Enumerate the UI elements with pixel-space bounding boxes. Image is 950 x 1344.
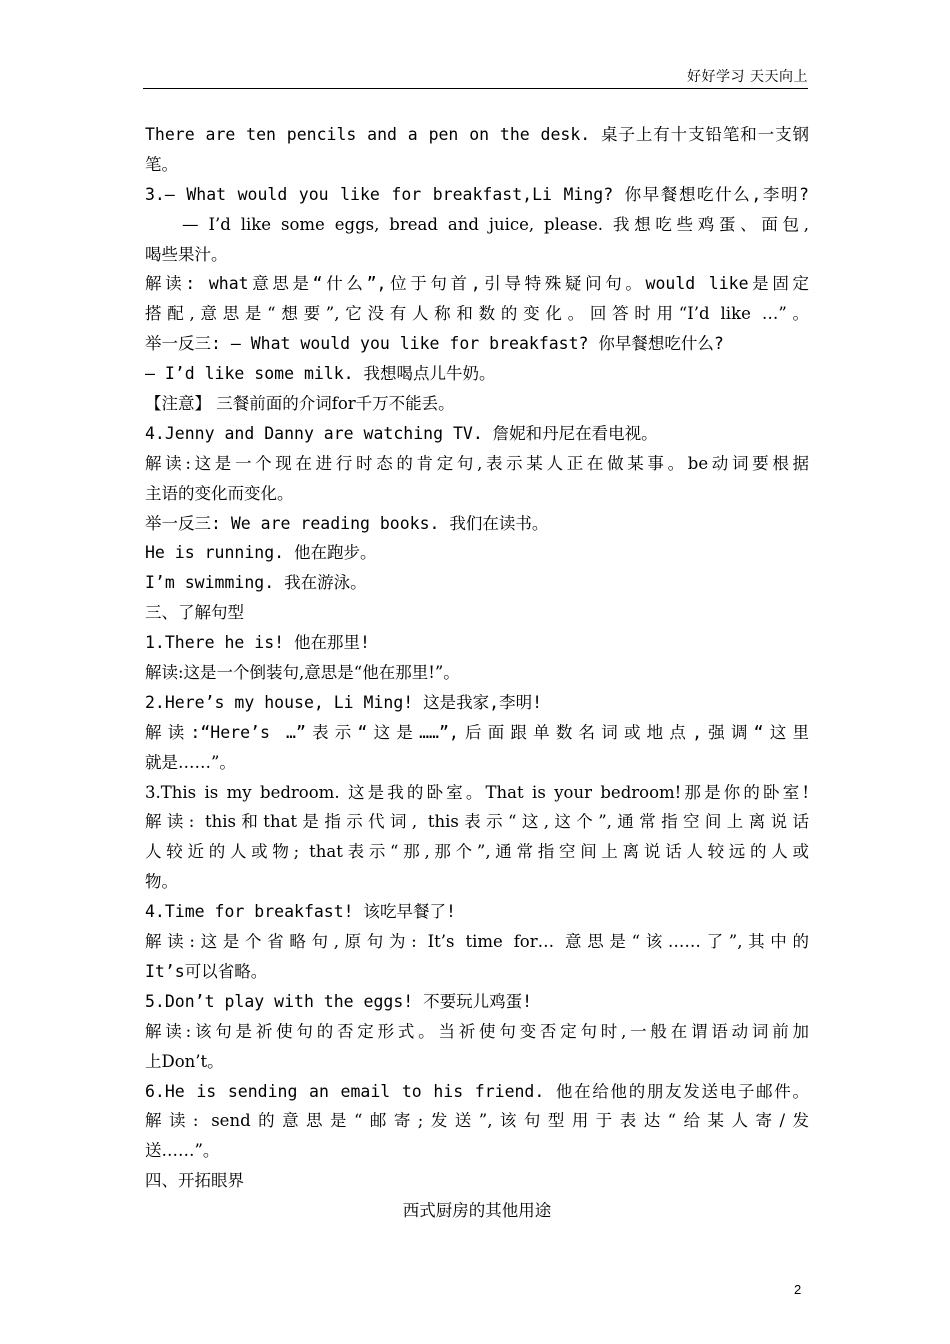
text-line: 人较近的人或物; that表示“那,那个”,通常指空间上离说话人较远的人或	[145, 842, 809, 862]
text-line: It’s可以省略。	[145, 961, 268, 981]
text-line: 送……”。	[145, 1141, 220, 1161]
text-line: 解读: this和that是指示代词, this表示“这,这个”,通常指空间上离说话	[145, 812, 809, 832]
text-line: — I’d like some milk. 我想喝点儿牛奶。	[145, 364, 496, 384]
page-number: 2	[794, 1282, 802, 1297]
text-line: 笔。	[145, 154, 178, 174]
text-line: 解读:这是个省略句,原句为: It’s time for… 意思是“该……了”,其中的	[145, 932, 809, 952]
text-line: 喝些果汁。	[145, 244, 228, 264]
text-line: 搭配,意思是“想要”,它没有人称和数的变化。回答时用“I’d like …”。	[145, 304, 809, 324]
text-line: 物。	[145, 872, 178, 892]
text-line: 举一反三: We are reading books. 我们在读书。	[145, 513, 549, 533]
text-line: 1.There he is! 他在那里!	[145, 633, 370, 653]
page-header	[143, 62, 808, 89]
text-line: 上Don’t。	[145, 1051, 224, 1071]
text-line: 3.— What would you like for breakfast,Li Ming? 你早餐想吃什么,李明?	[145, 184, 809, 204]
text-line: 解读:这是一个现在进行时态的肯定句,表示某人正在做某事。be动词要根据	[145, 453, 809, 473]
section-heading: 三、了解句型	[145, 603, 244, 623]
document-body	[145, 120, 809, 1226]
text-line: 解读:“Here’s …”表示“这是……”,后面跟单数名词或地点,强调“这里	[145, 722, 809, 742]
text-line: 解读:该句是祈使句的否定形式。当祈使句变否定句时,一般在谓语动词前加	[145, 1021, 809, 1041]
text-line: 5.Don’t play with the eggs! 不要玩儿鸡蛋!	[145, 991, 533, 1011]
text-line: 解读: what意思是“什么”,位于句首,引导特殊疑问句。would like是固定	[145, 274, 809, 294]
text-line: There are ten pencils and a pen on the desk. 桌子上有十支铅笔和一支钢	[145, 125, 809, 144]
text-line: 主语的变化而变化。	[145, 483, 294, 503]
text-line: 6.He is sending an email to his friend. 他在给他的朋友发送电子邮件。	[145, 1081, 809, 1101]
text-line: — I’d like some eggs, bread and juice, please. 我想吃些鸡蛋、面包,	[182, 214, 809, 234]
text-line: 2.Here’s my house, Li Ming! 这是我家,李明!	[145, 692, 543, 712]
text-line: 就是……”。	[145, 752, 236, 772]
text-line: He is running. 他在跑步。	[145, 543, 377, 563]
header-text: 好好学习 天天向上	[687, 69, 808, 85]
text-line: 解读: send的意思是“邮寄;发送”,该句型用于表达“给某人寄/发	[145, 1111, 809, 1131]
section-heading: 四、开拓眼界	[145, 1171, 244, 1191]
text-line: 解读:这是一个倒装句,意思是“他在那里!”。	[145, 663, 460, 683]
section-title: 西式厨房的其他用途	[402, 1201, 552, 1221]
text-line: 4.Time for breakfast! 该吃早餐了!	[145, 902, 456, 922]
text-line: 【注意】 三餐前面的介词for千万不能丢。	[145, 394, 455, 414]
text-line: 3.This is my bedroom. 这是我的卧室。That is your bedroom!那是你的卧室!	[145, 782, 809, 802]
text-line: 4.Jenny and Danny are watching TV. 詹妮和丹尼在看电视。	[145, 423, 658, 443]
text-line: I’m swimming. 我在游泳。	[145, 573, 367, 593]
text-line: 举一反三: — What would you like for breakfast? 你早餐想吃什么?	[145, 334, 724, 354]
